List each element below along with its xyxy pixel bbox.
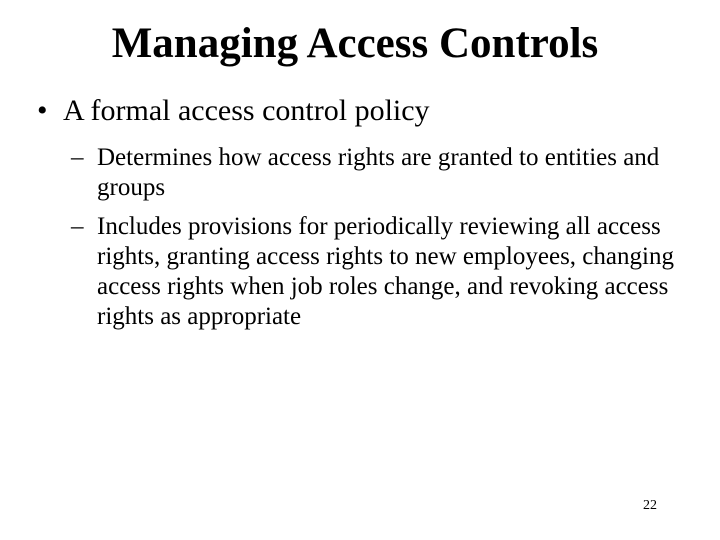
slide-title: Managing Access Controls: [111, 20, 599, 67]
sub-bullet-marker: –: [71, 213, 84, 240]
sub-bullet-text: Includes provisions for periodically reviewing all access rights, granting access rights to new employees, changing access rights when job roles change, and revoking access rights as appropriate: [97, 213, 674, 330]
sub-bullet-item: [71, 143, 691, 203]
sub-bullet-text: Determines how access rights are granted to entities and groups: [97, 144, 660, 201]
bullet-marker: •: [37, 94, 48, 127]
page-number: 22: [643, 498, 657, 513]
sub-bullet-item: [71, 212, 691, 332]
bullet-text: A formal access control policy: [63, 94, 430, 127]
bullet-item: [37, 92, 697, 130]
sub-bullet-marker: –: [71, 144, 84, 171]
